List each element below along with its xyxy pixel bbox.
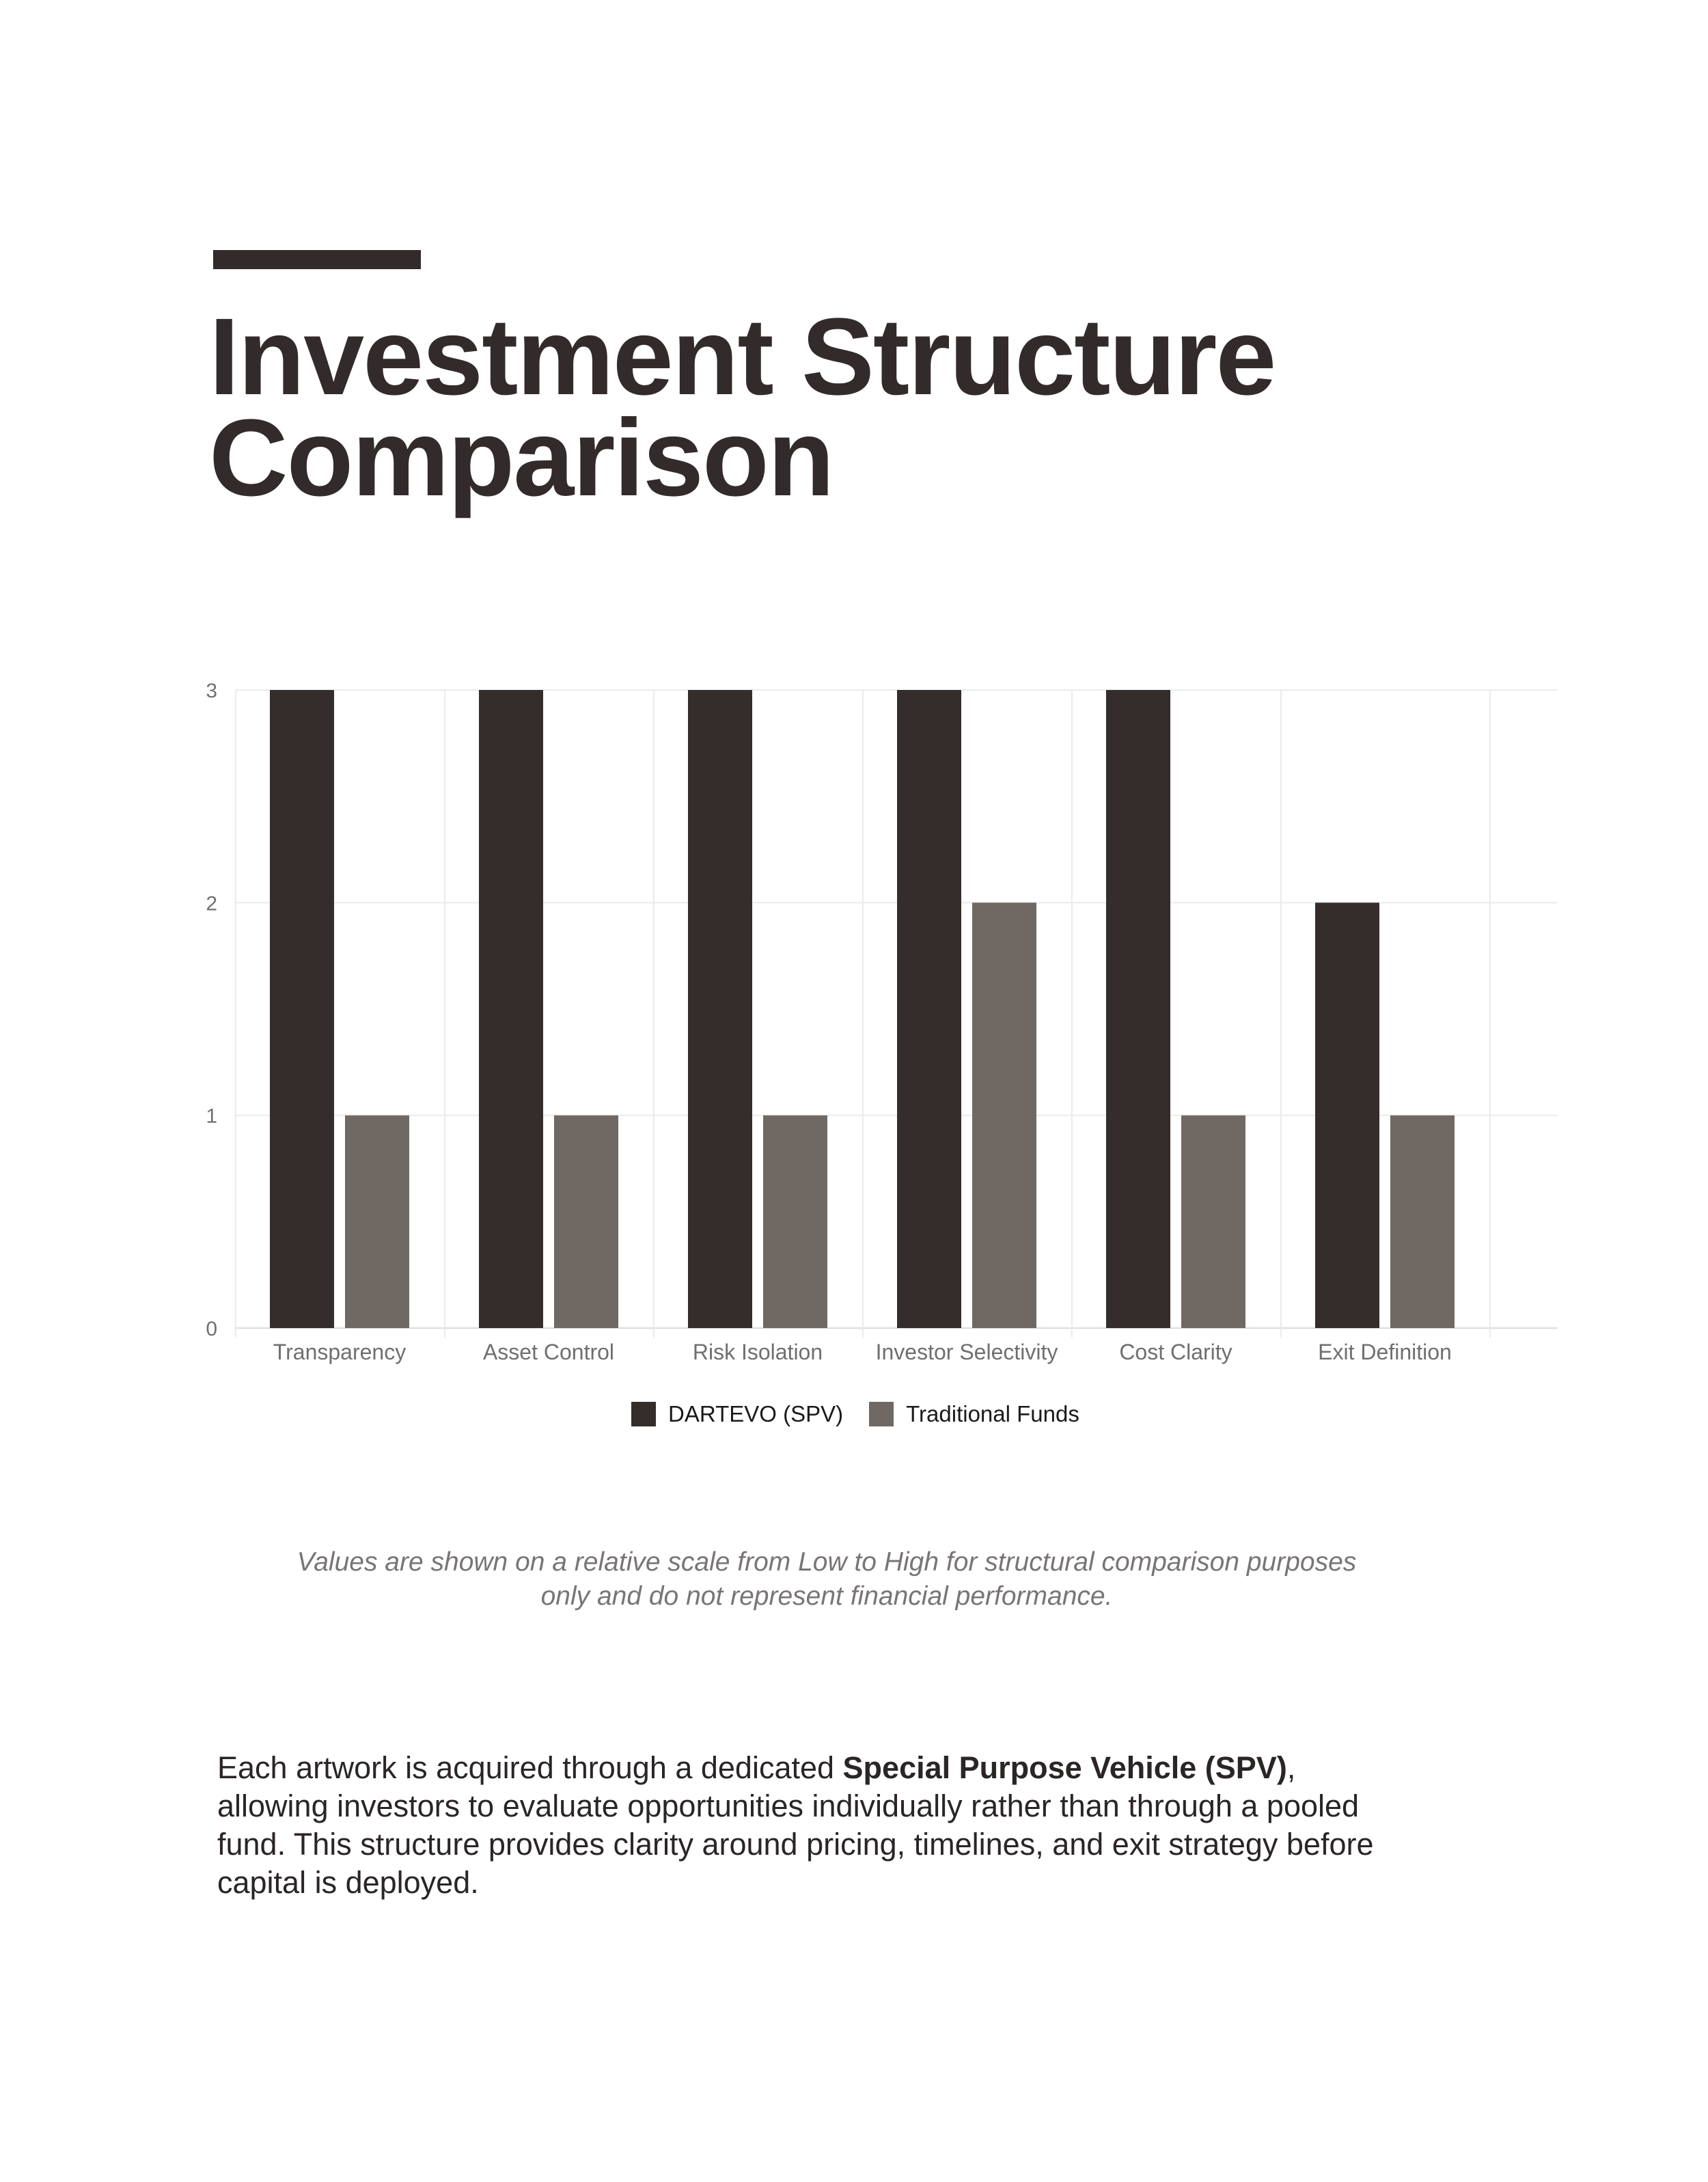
x-tick-label: Transparency [273, 1340, 407, 1364]
legend-swatch-traditional-funds [869, 1402, 894, 1426]
bar [688, 690, 752, 1328]
body-rest: , allowing investors to evaluate opportunities individually rather than through a pooled fund. This structure provides clarity around pricing, timelines, and exit strategy before capital is deployed. [217, 1750, 1374, 1900]
x-tick-label: Exit Definition [1318, 1340, 1452, 1364]
legend-swatch-dartevo [631, 1402, 656, 1426]
page-title-line-2: Comparison [209, 396, 834, 519]
legend-label-dartevo: DARTEVO (SPV) [668, 1401, 844, 1426]
y-tick-label: 2 [206, 892, 217, 915]
bar [1106, 690, 1170, 1328]
bar [897, 690, 961, 1328]
y-tick-label: 1 [206, 1105, 217, 1128]
legend-item-dartevo [631, 1401, 843, 1427]
body-highlight: Special Purpose Vehicle (SPV) [842, 1750, 1287, 1785]
bar [270, 690, 334, 1328]
chart-legend [631, 1400, 1105, 1428]
x-tick-label: Asset Control [482, 1340, 615, 1364]
legend-item-traditional-funds [869, 1401, 1079, 1427]
bar [972, 902, 1036, 1328]
body-paragraph [217, 1749, 1392, 1902]
bar [1315, 902, 1379, 1328]
page-title-line-1: Investment Structure [209, 295, 1276, 417]
bar [1390, 1116, 1455, 1328]
bar [479, 690, 543, 1328]
x-tick-label: Risk Isolation [692, 1340, 823, 1364]
chart-disclaimer: Values are shown on a relative scale from Low to High for structural comparison purposes only and do not represent financial performance. [297, 1547, 1357, 1611]
bar [345, 1116, 409, 1328]
legend-label-traditional-funds: Traditional Funds [906, 1401, 1079, 1426]
bar [554, 1116, 618, 1328]
y-tick-label: 0 [206, 1318, 217, 1340]
x-tick-label: Cost Clarity [1119, 1340, 1232, 1364]
y-tick-label: 3 [206, 680, 217, 702]
bar [763, 1116, 827, 1328]
body-intro: Each artwork is acquired through a dedicated [217, 1750, 843, 1785]
x-tick-label: Investor Selectivity [875, 1340, 1058, 1364]
bar [1181, 1116, 1245, 1328]
